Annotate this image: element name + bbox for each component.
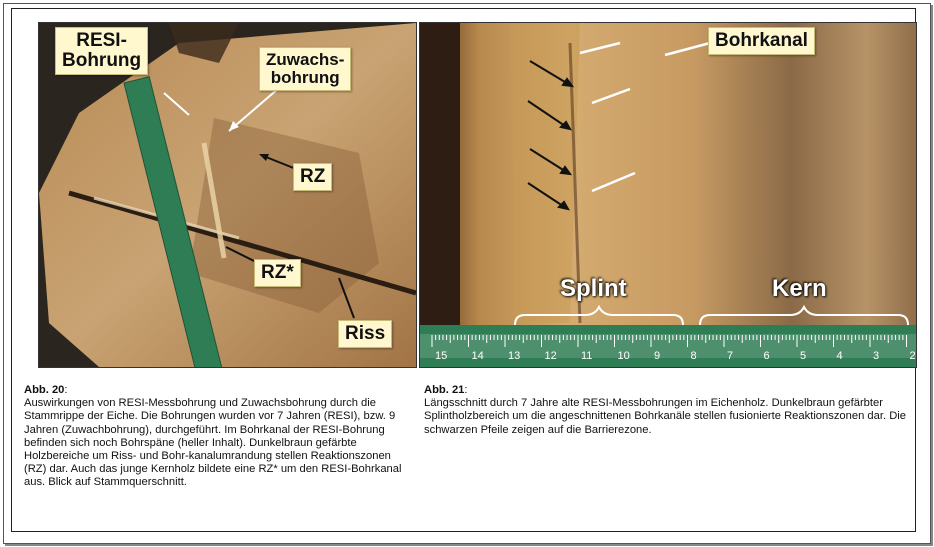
label-resi-bohrung [55, 27, 148, 75]
caption-left-colon: : [64, 384, 68, 396]
ruler-number: 9 [654, 350, 661, 362]
ruler-number: 12 [544, 350, 557, 362]
caption-abb-21 [424, 384, 914, 437]
ruler-number: 3 [873, 350, 880, 362]
caption-right-colon: : [464, 384, 468, 396]
caption-left-body: Auswirkungen von RESI-Messbohrung und Zuwachsbohrung durch die Stammrippe der Eiche. Die Bohrungen wurden vor 7 Jahren (RESI), bzw. 9 Jahren (Zuwachbohrung), durchgeführt. Im Bohrkanal der RESI-Bohrung befinden sich noch Bohrspäne (heller Inhalt). Dunkelbraun gefärbte Holzbereiche um Riss- und Bohr-kanalumrandung stellen Reaktionszonen (RZ) dar. Auch das junge Kernholz bildete eine RZ* um den RESI-Bohrkanal aus. Blick auf Stammquerschnitt. [24, 397, 402, 489]
label-resi-line2: Bohrung [62, 50, 142, 71]
label-rz-star-text: RZ* [261, 262, 294, 283]
label-zuwachs-line2: bohrung [270, 68, 340, 87]
label-riss [338, 320, 392, 348]
caption-right-body: Längsschnitt durch 7 Jahre alte RESI-Messbohrungen im Eichenholz. Dunkelbraun gefärbter Splintholzbereich um die angeschnittenen Bohrkanäle stellen fusionierte Reaktionszonen dar. Die schwarzen Pfeile zeigen auf die Barrierezone. [424, 397, 906, 436]
ruler-number: 15 [435, 350, 448, 362]
label-bohrkanal [708, 27, 815, 55]
ruler-number: 10 [617, 350, 630, 362]
ruler-number: 7 [727, 350, 734, 362]
label-rz [293, 163, 332, 191]
ruler-number: 2 [909, 350, 916, 362]
label-splint: Splint [560, 275, 627, 302]
label-zuwachsbohrung [259, 47, 351, 91]
longitudinal-section-illustration [420, 23, 916, 367]
ruler-number: 5 [800, 350, 807, 362]
label-riss-text: Riss [345, 323, 386, 344]
bark-strip [420, 23, 460, 367]
label-rz-star [254, 259, 301, 287]
label-resi-line1: RESI- [76, 30, 127, 51]
caption-abb-20 [24, 384, 410, 490]
label-rz-text: RZ [300, 166, 326, 187]
ruler-number: 6 [763, 350, 770, 362]
ruler-number: 13 [508, 350, 521, 362]
ruler-number: 4 [836, 350, 843, 362]
photo-cross-section [38, 22, 417, 368]
label-zuwachs-line1: Zuwachs- [266, 50, 345, 69]
caption-right-heading: Abb. 21 [424, 384, 465, 396]
label-kern: Kern [772, 275, 827, 302]
photo-longitudinal-section [419, 22, 917, 368]
caption-left-heading: Abb. 20 [24, 384, 65, 396]
label-bohrkanal-text: Bohrkanal [715, 30, 808, 51]
ruler-number: 8 [690, 350, 697, 362]
ruler-number: 11 [581, 350, 593, 362]
ruler-number: 14 [471, 350, 484, 362]
